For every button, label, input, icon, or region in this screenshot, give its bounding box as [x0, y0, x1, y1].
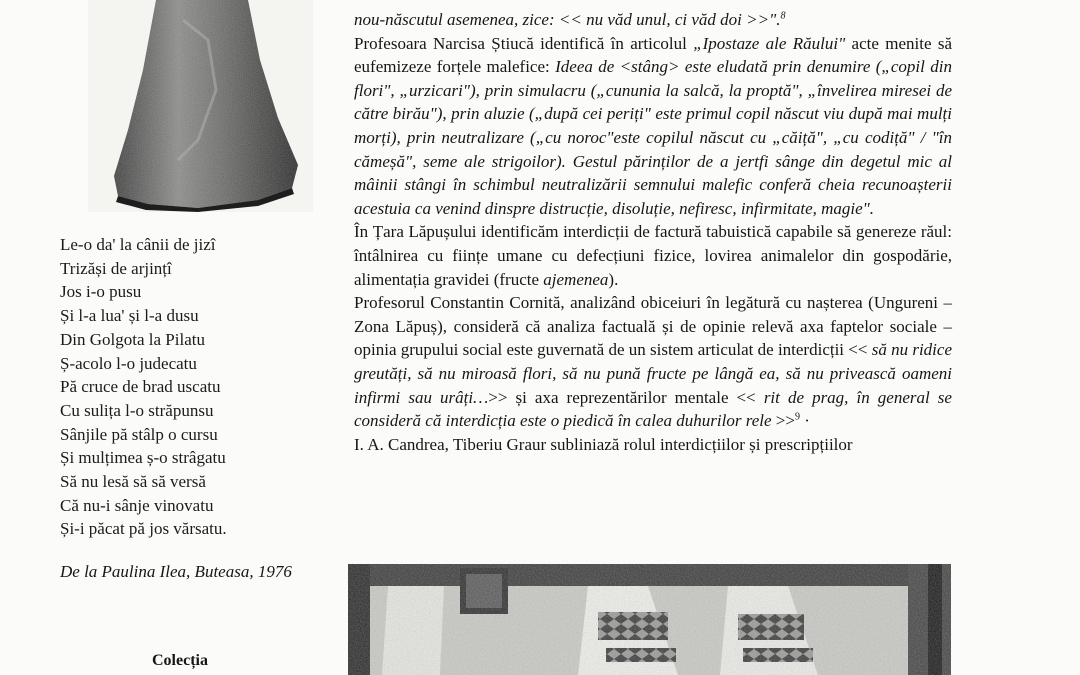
textile-photo: [348, 564, 951, 675]
poem-line: Pă cruce de brad uscatu: [60, 377, 221, 397]
text-span: >> și axa reprezentărilor mentale <<: [488, 387, 764, 407]
footnote-ref: 8: [780, 10, 786, 22]
poem-line: Să nu lesă să să versă: [60, 472, 206, 492]
article-paragraph: [354, 291, 952, 433]
poem-line: Că nu-i sânje vinovatu: [60, 495, 214, 515]
article-body: [354, 8, 952, 456]
artifact-image: [88, 0, 313, 212]
article-paragraph: I. A. Candrea, Tiberiu Graur subliniază rolul interdicțiilor și prescripțiilor: [354, 434, 853, 454]
article-paragraph: [354, 220, 952, 291]
poem: [60, 233, 300, 541]
poem-line: Și-i păcat pă jos vărsatu.: [60, 519, 227, 539]
text-span: Profesorul Constantin Cornită, analizând obiceiuri în legătură cu nașterea (Ungureni – Zona Lăpuș), consideră că analiza factuală și de opinie relevă axa faptelor sociale – opinia grupului social este guvernată de un sistem articulat de interdicții <<: [354, 293, 952, 360]
poem-line: Sânjile pă stâlp o cursu: [60, 424, 218, 444]
artifact-photo: [88, 0, 313, 212]
poem-line: Cu sulița l-o străpunsu: [60, 400, 214, 420]
collection-caption: Colecția: [152, 652, 208, 669]
text-span: ·: [799, 411, 810, 431]
article-title-ref: „Ipostaze ale Răului": [693, 33, 846, 53]
quote-text: nou-născutul asemenea, zice: << nu văd unul, ci văd doi >>".: [354, 10, 781, 29]
text-span: ).: [608, 269, 619, 289]
poem-line: Ș-acolo l-o judecatu: [60, 353, 197, 373]
poem-line: Și l-a lua' și l-a dusu: [60, 306, 199, 326]
poem-line: Din Golgota la Pilatu: [60, 329, 205, 349]
poem-line: Și mulțimea ș-o strâgatu: [60, 448, 226, 468]
poem-line: Jos i-o pusu: [60, 282, 142, 302]
textile-image: [348, 564, 951, 675]
footnote-ref: 9: [794, 411, 800, 423]
term-italic: ajemenea: [543, 269, 609, 289]
text-span: În Țara Lăpușului identificăm interdicții de factură tabuistică capabile să genereze răul: întâlnirea cu ființe umane cu defecțiuni fizice, lovirea animalelor din gospodărie, alimentația gravidei (fructe: [354, 222, 952, 289]
quote-text: Ideea de <stâng> este eludată prin denumire („copil din flori", „urzicari"), prin simulacru („cununia la salcă, la proptă", „învelirea miresei de către birău"), prin aluzie („după cei periți" este primul copil născut viu după mai mulți morți), prin neutralizare („cu noroc"este copilul născut cu „căiță", „cu codiță" / "în cămeșă", seme ale strigoilor). Gestul părinților de a jertfi sânge din degetul mic al mâinii stângi în schimbul neutralizării semnului malefic conferă cheia recunoașterii acestuia ca venind dinspre distrucție, disoluție, nefiresc, infirmitate, magie".: [354, 57, 952, 218]
poem-line: Le-o da' la cânii de jizî: [60, 235, 216, 254]
poem-source: De la Paulina Ilea, Buteasa, 1976: [60, 562, 292, 581]
text-span: >>: [771, 411, 795, 431]
article-paragraph: [354, 32, 952, 221]
quote-text: să nu ridice greutăți, să nu miroasă flori, să nu pună fructe pe lângă ea, să nu privească oameni infirmi sau urâți…: [354, 340, 952, 407]
text-span: acte menite să eufemizeze forțele malefice:: [354, 33, 953, 77]
poem-line: Trizăși de arjințî: [60, 258, 172, 278]
quote-text: rit de prag, în general se consideră că interdicția este o piedică în calea duhurilor rele: [354, 387, 952, 431]
article-paragraph: [354, 8, 952, 32]
text-span: Profesoara Narcisa Știucă identifică în articolul: [354, 33, 694, 53]
